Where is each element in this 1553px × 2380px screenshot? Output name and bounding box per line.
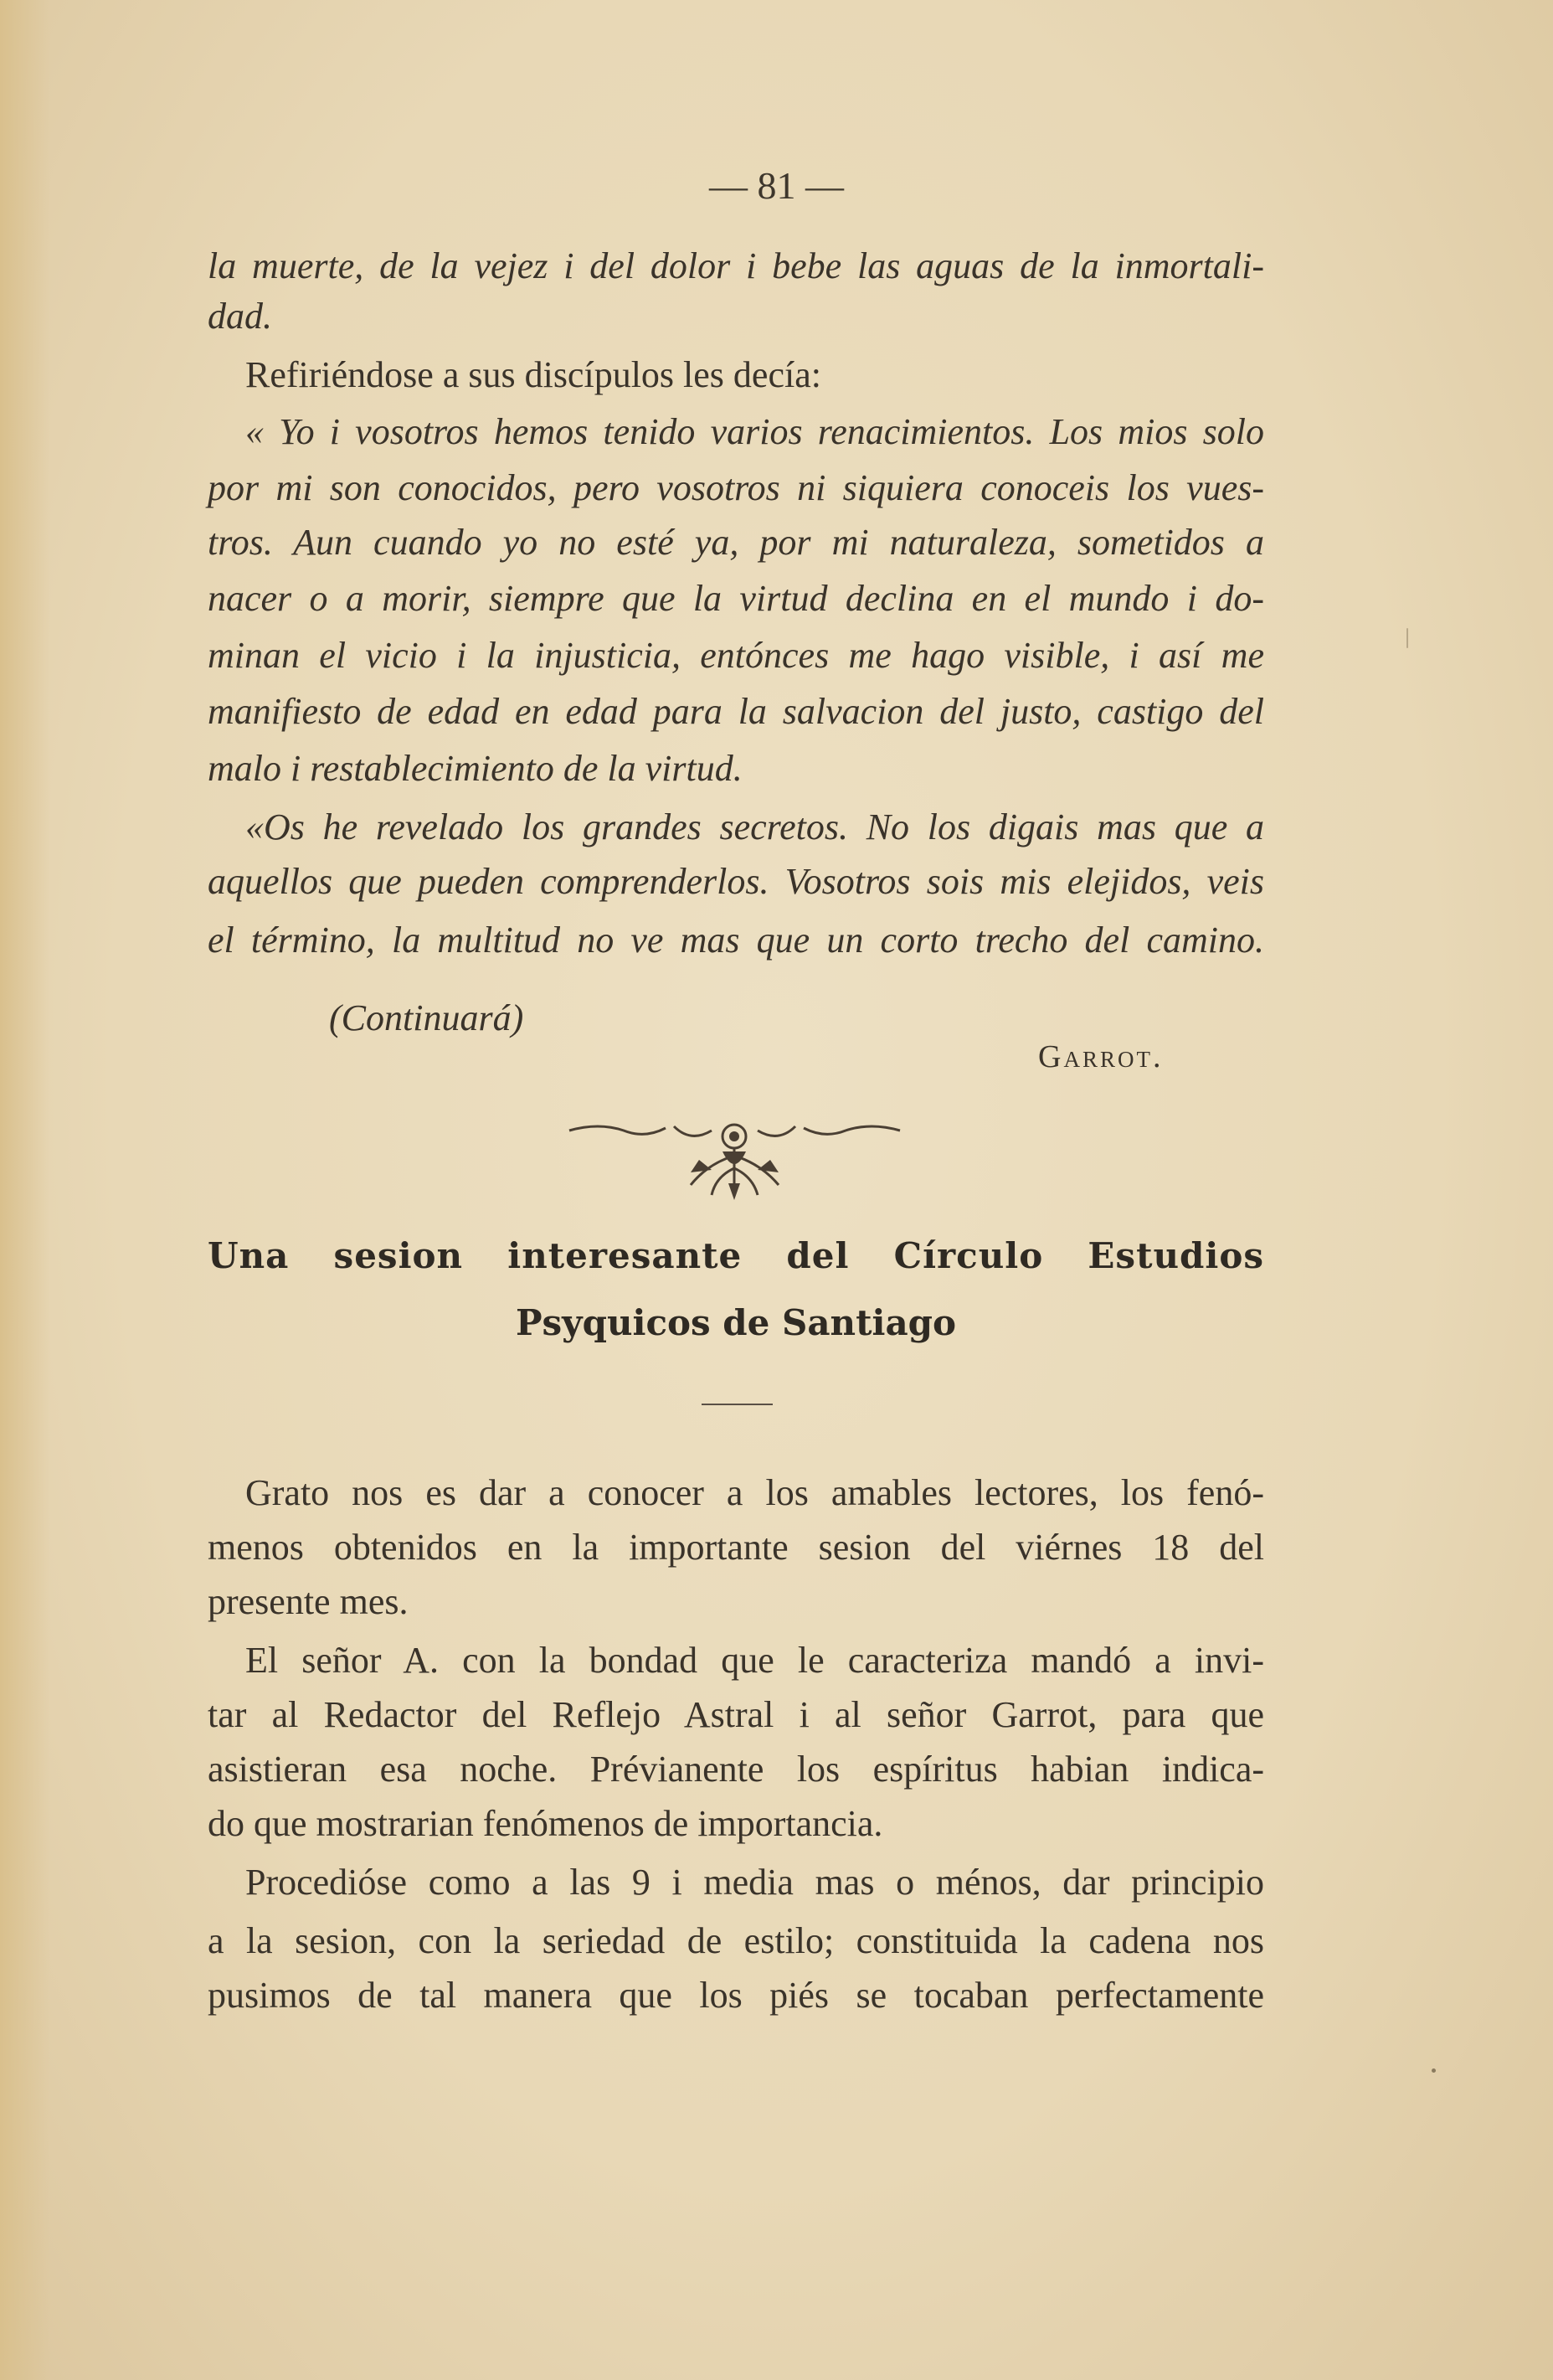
article-title-line1: Una sesion interesante del Círculo Estudios xyxy=(208,1235,1264,1276)
text-line: Refiriéndose a sus discípulos les decía: xyxy=(245,354,821,395)
text-line: Procedióse como a las 9 i media mas o ménos, dar principio xyxy=(245,1862,1264,1903)
text-line: « Yo i vosotros hemos tenido varios renacimientos. Los mios solo xyxy=(245,411,1264,452)
text-line: dad. xyxy=(208,296,272,337)
text-line: El señor A. con la bondad que le caracteriza mandó a invi- xyxy=(245,1640,1264,1681)
text-line: el término, la multitud no ve mas que un corto trecho del camino. xyxy=(208,920,1264,961)
paper-speck xyxy=(1432,2068,1436,2073)
ornament-divider-icon xyxy=(565,1118,904,1202)
text-line: tar al Redactor del Reflejo Astral i al señor Garrot, para que xyxy=(208,1694,1264,1735)
article-title-line2: Psyquicos de Santiago xyxy=(515,1302,957,1343)
text-line: «Os he revelado los grandes secretos. No los digais mas que a xyxy=(245,806,1264,847)
text-line: malo i restablecimiento de la virtud. xyxy=(208,748,743,789)
text-line: tros. Aun cuando yo no esté ya, por mi naturaleza, sometidos a xyxy=(208,522,1264,563)
text-line: a la sesion, con la seriedad de estilo; constituida la cadena nos xyxy=(208,1920,1264,1961)
text-line: asistieran esa noche. Prévianente los espíritus habian indica- xyxy=(208,1749,1264,1790)
text-line: presente mes. xyxy=(208,1581,409,1622)
text-line: Grato nos es dar a conocer a los amables lectores, los fenó- xyxy=(245,1472,1264,1513)
text-line: por mi son conocidos, pero vosotros ni siquiera conoceis los vues- xyxy=(208,467,1264,508)
page-edge-shading xyxy=(0,0,50,2380)
title-rule xyxy=(702,1404,773,1405)
text-line: minan el vicio i la injusticia, entónces me hago visible, i así me xyxy=(208,635,1264,676)
text-line: nacer o a morir, siempre que la virtud declina en el mundo i do- xyxy=(208,578,1264,619)
text-line: menos obtenidos en la importante sesion del viérnes 18 del xyxy=(208,1527,1264,1568)
paper-speck xyxy=(1406,628,1408,648)
text-line: aquellos que pueden comprenderlos. Vosotros sois mis elejidos, veis xyxy=(208,861,1264,902)
text-line: do que mostrarian fenómenos de importancia. xyxy=(208,1803,883,1844)
text-line: pusimos de tal manera que los piés se tocaban perfectamente xyxy=(208,1975,1264,2016)
continuara-note: (Continuará) xyxy=(329,997,524,1038)
text-line: la muerte, de la vejez i del dolor i bebe las aguas de la inmortali- xyxy=(208,245,1264,286)
page-number: — 81 — xyxy=(709,164,844,207)
text-line: manifiesto de edad en edad para la salvacion del justo, castigo del xyxy=(208,691,1264,732)
author-signature: Garrot. xyxy=(1038,1039,1164,1074)
